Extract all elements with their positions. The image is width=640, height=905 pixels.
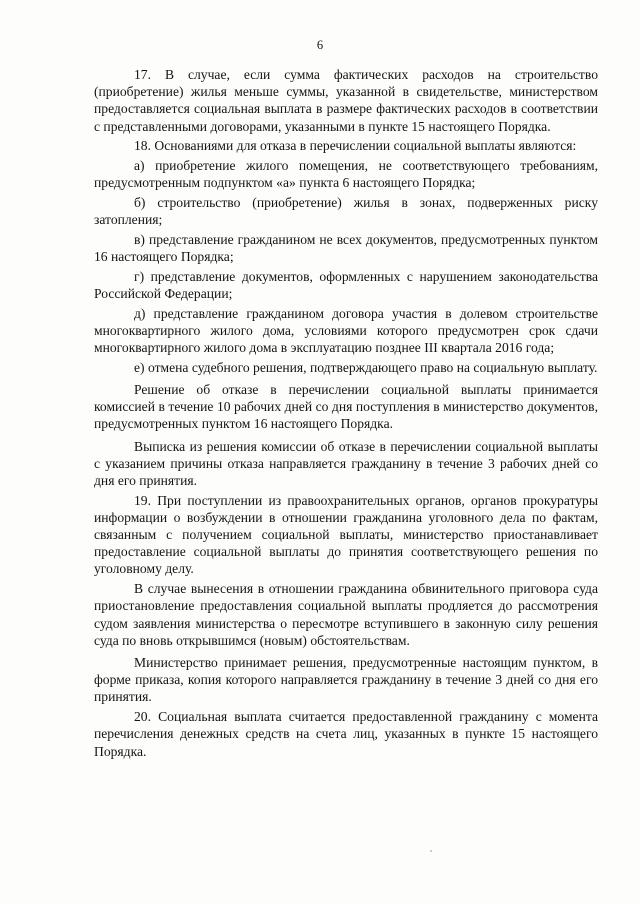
paragraph-20: 20. Социальная выплата считается предоставленной гражданину с момента перечисления денежных средств на счета лиц, указанных в пункте 15 настоящего Порядка.: [94, 709, 598, 759]
list-item-b: б) строительство (приобретение) жилья в зонах, подверженных риску затопления;: [94, 194, 598, 228]
paragraph-19: 19. При поступлении из правоохранительных органов, органов прокуратуры информации о возбуждении в отношении гражданина уголовного дела по фактам, связанным с получением социальной выплаты, министерство приостанавливает предоставление социальной выплаты до принятия соответствующего решения по уголовному делу.: [94, 492, 598, 577]
paragraph-refusal-extract: Выписка из решения комиссии об отказе в перечислении социальной выплаты с указанием причины отказа направляется гражданину в течение 3 рабочих дней со дня его принятия.: [94, 438, 598, 488]
paragraph-refusal-decision: Решение об отказе в перечислении социальной выплаты принимается комиссией в течение 10 рабочих дней со дня поступления в министерство документов, предусмотренных пунктом 16 настоящего Порядка.: [94, 381, 598, 432]
paragraph-17: 17. В случае, если сумма фактических расходов на строительство (приобретение) жилья меньше суммы, указанной в свидетельстве, министерством предоставляется социальная выплата в размере фактических расходов в соответствии с представленными договорами, указанными в пункте 15 настоящего Порядка.: [94, 67, 598, 134]
list-item-v: в) представление гражданином не всех документов, предусмотренных пунктом 16 настоящего Порядка;: [94, 231, 598, 265]
paragraph-conviction: В случае вынесения в отношении гражданина обвинительного приговора суда приостановление предоставления социальной выплаты продляется до рассмотрения судом заявления министерства о пересмотре вступившего в законную силу решения суда по вновь открывшимся (новым) обстоятельствам.: [94, 581, 598, 648]
paragraph-18: 18. Основаниями для отказа в перечислении социальной выплаты являются:: [134, 138, 577, 154]
list-item-e: е) отмена судебного решения, подтверждающего право на социальную выплату.: [134, 359, 598, 375]
list-item-a: а) приобретение жилого помещения, не соответствующего требованиям, предусмотренным подпунктом «а» пункта 6 настоящего Порядка;: [94, 158, 598, 191]
paragraph-ministry-order: Министерство принимает решения, предусмотренные настоящим пунктом, в форме приказа, копия которого направляется гражданину в течение 3 дней со дня его принятия.: [94, 655, 598, 705]
list-item-d: д) представление гражданином договора участия в долевом строительстве многоквартирного жилого дома, условиями которого предусмотрен срок сдачи многоквартирного жилого дома в эксплуатацию позднее III квартала 2016 года;: [94, 305, 598, 356]
list-item-g: г) представление документов, оформленных с нарушением законодательства Российской Федерации;: [94, 268, 598, 301]
scan-speck: [430, 850, 432, 852]
page-number: 6: [316, 38, 324, 52]
document-body: [94, 66, 598, 760]
